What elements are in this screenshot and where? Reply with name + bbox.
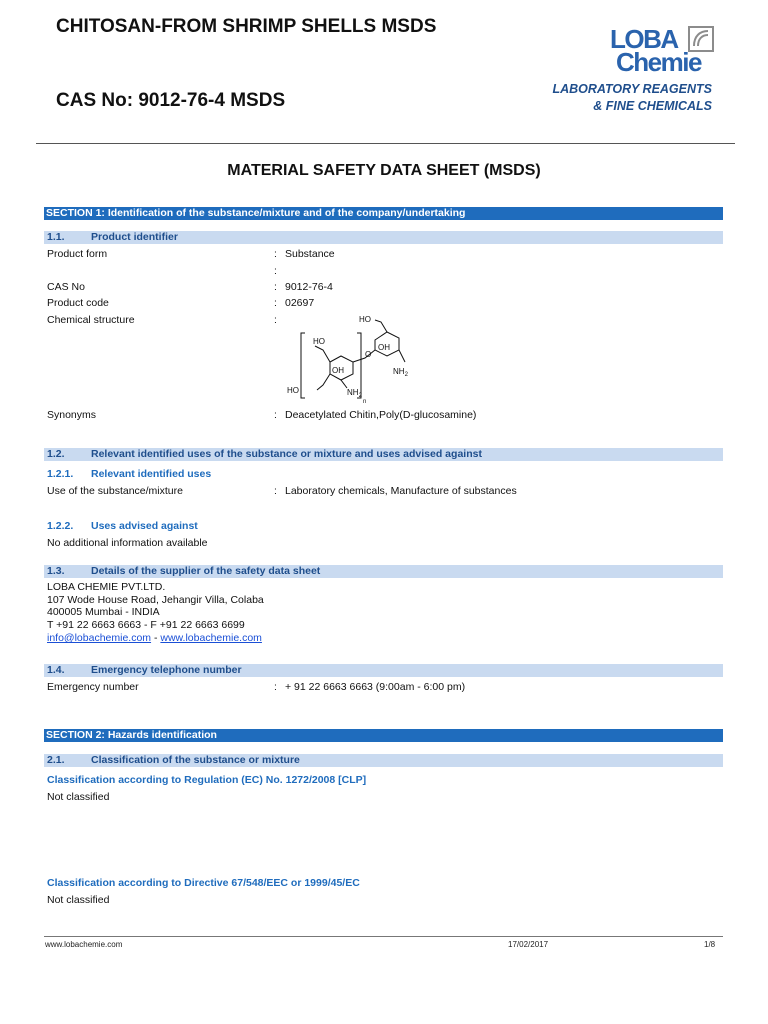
section-1-bar: SECTION 1: Identification of the substance/mixture and of the company/undertaking <box>44 207 723 220</box>
logo-chemie-text: Chemie <box>616 47 701 77</box>
subsection-number: 1.2.1. <box>47 468 74 480</box>
synonyms-row <box>47 408 727 422</box>
advised-against-text: No additional information available <box>47 537 208 549</box>
subsection-title: Classification of the substance or mixture <box>91 754 300 766</box>
structure-n-subscript: n <box>363 399 367 405</box>
row-colon: : <box>274 314 277 326</box>
subsection-1-2-bar <box>44 448 723 461</box>
footer-website: www.lobachemie.com <box>45 940 123 949</box>
structure-ho-top: HO <box>359 315 371 324</box>
subsection-number: 1.2.2. <box>47 520 74 532</box>
row-colon: : <box>274 248 277 260</box>
structure-ho-bottom: HO <box>287 386 299 395</box>
company-logo <box>530 22 718 117</box>
tagline-line-1: LABORATORY REAGENTS <box>552 82 712 96</box>
row-label: Product code <box>47 297 109 309</box>
row-label: Use of the substance/mixture <box>47 485 183 497</box>
subsection-title: Relevant identified uses <box>91 468 212 480</box>
row-colon: : <box>274 297 277 309</box>
subsection-title: Details of the supplier of the safety data sheet <box>91 565 321 577</box>
row-value: + 91 22 6663 6663 (9:00am - 6:00 pm) <box>285 681 466 693</box>
subsection-number: 1.3. <box>47 565 65 577</box>
row-value: Laboratory chemicals, Manufacture of substances <box>285 485 517 497</box>
structure-sub-right: 2 <box>404 372 408 378</box>
subsection-title: Product identifier <box>91 231 178 243</box>
header-divider <box>36 143 735 144</box>
website-link[interactable]: www.lobachemie.com <box>160 632 262 644</box>
subsection-title: Uses advised against <box>91 520 198 532</box>
row-value: 02697 <box>285 297 315 309</box>
structure-oh-2: OH <box>332 366 344 375</box>
row-label: Emergency number <box>47 681 139 693</box>
structure-nh2-bottom <box>347 388 363 399</box>
product-row <box>47 280 727 294</box>
structure-nh2-right <box>393 367 409 378</box>
row-colon: : <box>274 265 277 277</box>
subsection-title: Relevant identified uses of the substance or mixture and uses advised against <box>91 448 482 460</box>
row-label: Product form <box>47 248 108 260</box>
email-link[interactable]: info@lobachemie.com <box>47 632 152 644</box>
product-row <box>47 296 727 310</box>
use-row <box>47 484 727 498</box>
row-label: Synonyms <box>47 409 97 421</box>
row-colon: : <box>274 281 277 293</box>
msds-heading: MATERIAL SAFETY DATA SHEET (MSDS) <box>227 162 541 179</box>
row-value: Substance <box>285 248 335 260</box>
subsection-2-1-bar <box>44 754 723 767</box>
subsection-1-4-bar <box>44 664 723 677</box>
row-colon: : <box>274 681 277 693</box>
structure-nh-bottom: NH <box>347 388 359 397</box>
supplier-name: LOBA CHEMIE PVT.LTD. <box>47 581 166 593</box>
emergency-row <box>47 680 727 694</box>
logo-loba-text: LOBA <box>610 24 678 54</box>
structure-o-link: O <box>365 350 372 359</box>
row-value: Deacetylated Chitin,Poly(D-glucosamine) <box>285 409 477 421</box>
subsection-1-1-bar <box>44 231 723 244</box>
row-label: Chemical structure <box>47 314 135 326</box>
structure-nh-right: NH <box>393 367 405 376</box>
subsection-number: 1.2. <box>47 448 65 460</box>
directive-classification-value: Not classified <box>47 894 110 906</box>
structure-sub-bottom: 2 <box>358 393 362 399</box>
clp-classification-heading: Classification according to Regulation (EC) No. 1272/2008 [CLP] <box>47 774 367 786</box>
product-row <box>47 264 727 278</box>
subsection-1-3-bar <box>44 565 723 578</box>
chemical-structure-image <box>283 310 423 405</box>
row-label: CAS No <box>47 281 85 293</box>
product-row <box>47 247 727 261</box>
supplier-city: 400005 Mumbai - INDIA <box>47 606 160 618</box>
link-separator: - <box>151 632 161 644</box>
row-value: 9012-76-4 <box>285 281 333 293</box>
subsection-number: 2.1. <box>47 754 65 766</box>
section-2-bar: SECTION 2: Hazards identification <box>44 729 723 742</box>
footer-page-number: 1/8 <box>704 940 716 949</box>
structure-oh-1: OH <box>378 343 390 352</box>
subsection-number: 1.1. <box>47 231 65 243</box>
row-colon: : <box>274 485 277 497</box>
document-title: CHITOSAN-FROM SHRIMP SHELLS MSDS <box>56 16 437 37</box>
clp-classification-value: Not classified <box>47 791 110 803</box>
footer-divider <box>44 936 723 937</box>
footer-date: 17/02/2017 <box>508 940 549 949</box>
subsection-number: 1.4. <box>47 664 65 676</box>
supplier-phone: T +91 22 6663 6663 - F +91 22 6663 6699 <box>47 619 245 631</box>
directive-classification-heading: Classification according to Directive 67/548/EEC or 1999/45/EC <box>47 877 360 889</box>
row-colon: : <box>274 409 277 421</box>
tagline-line-2: & FINE CHEMICALS <box>593 99 712 113</box>
structure-ho-left: HO <box>313 337 325 346</box>
subsection-title: Emergency telephone number <box>91 664 242 676</box>
supplier-address: 107 Wode House Road, Jehangir Villa, Colaba <box>47 594 264 606</box>
supplier-links <box>47 632 262 645</box>
cas-title: CAS No: 9012-76-4 MSDS <box>56 90 286 111</box>
